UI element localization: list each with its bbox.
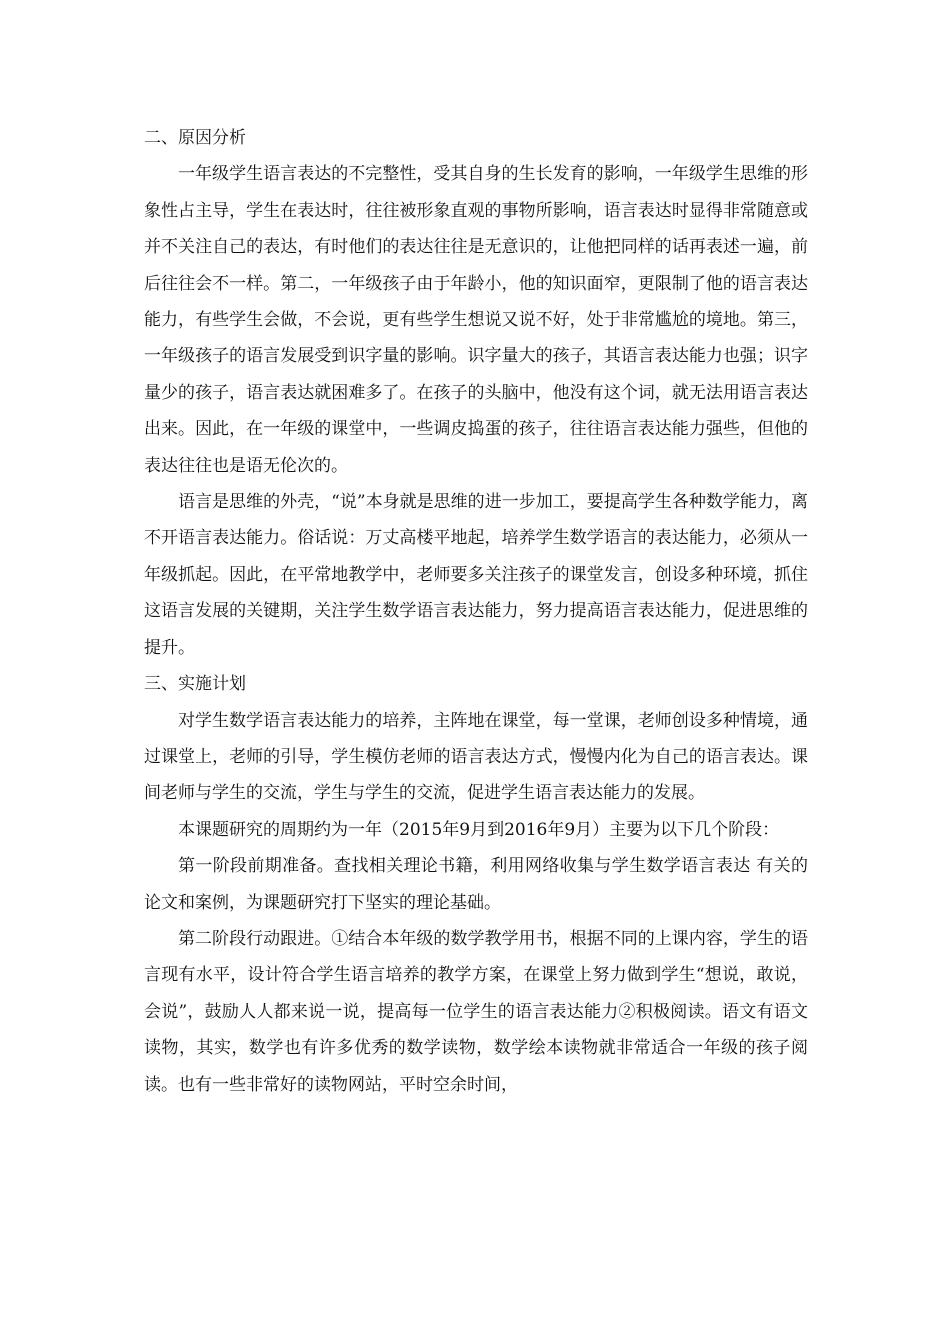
document-page — [144, 120, 808, 1103]
paragraph-plan-stage-1: 第一阶段前期准备。查找相关理论书籍，利用网络收集与学生数学语言表达 有关的论文和案例，为课题研究打下坚实的理论基础。 — [144, 856, 808, 913]
paragraph-plan-2: 本课题研究的周期约为一年（2015年9月到2016年9月）主要为以下几个阶段： — [178, 819, 780, 840]
paragraph-cause-analysis-1: 一年级学生语言表达的不完整性，受其自身的生长发育的影响，一年级学生思维的形象性占主导，学生在表达时，往往被形象直观的事物所影响，语言表达时显得非常随意或并不关注自己的表达，有时他们的表达往往是无意识的，让他把同样的话再表述一遍，前后往往会不一样。第二，一年级孩子由于年龄小，他的知识面窄，更限制了他的语言表达能力，有些学生会做，不会说，更有些学生想说又说不好，处于非常尴尬的境地。第三，一年级孩子的语言发展受到识字量的影响。识字量大的孩子，其语言表达能力也强；识字量少的孩子，语言表达就困难多了。在孩子的头脑中，他没有这个词，就无法用语言表达出来。因此，在一年级的课堂中，一些调皮捣蛋的孩子，往往语言表达能力强些，但他的表达往往也是语无伦次的。 — [144, 164, 808, 476]
paragraph-plan-1: 对学生数学语言表达能力的培养，主阵地在课堂，每一堂课，老师创设多种情境，通过课堂上，老师的引导，学生模仿老师的语言表达方式，慢慢内化为自己的语言表达。课间老师与学生的交流，学生与学生的交流，促进学生语言表达能力的发展。 — [144, 710, 808, 804]
section-heading-implementation-plan: 三、实施计划 — [144, 674, 246, 695]
section-heading-cause-analysis: 二、原因分析 — [144, 128, 246, 148]
paragraph-cause-analysis-2: 语言是思维的外壳，“说”本身就是思维的进一步加工，要提高学生各种数学能力，离不开语言表达能力。俗话说：万丈高楼平地起，培养学生数学语言的表达能力，必须从一年级抓起。因此，在平常地教学中，老师要多关注孩子的课堂发言，创设多种环境，抓住这语言发展的关键期，关注学生数学语言表达能力，努力提高语言表达能力，促进思维的提升。 — [144, 492, 808, 658]
paragraph-plan-stage-2: 第二阶段行动跟进。①结合本年级的数学教学用书，根据不同的上课内容，学生的语言现有水平，设计符合学生语言培养的教学方案，在课堂上努力做到学生“想说，敢说，会说”，鼓励人人都来说一说，提高每一位学生的语言表达能力②积极阅读。语文有语文读物，其实，数学也有许多优秀的数学读物，数学绘本读物就非常适合一年级的孩子阅读。也有一些非常好的读物网站，平时空余时间， — [144, 928, 808, 1095]
